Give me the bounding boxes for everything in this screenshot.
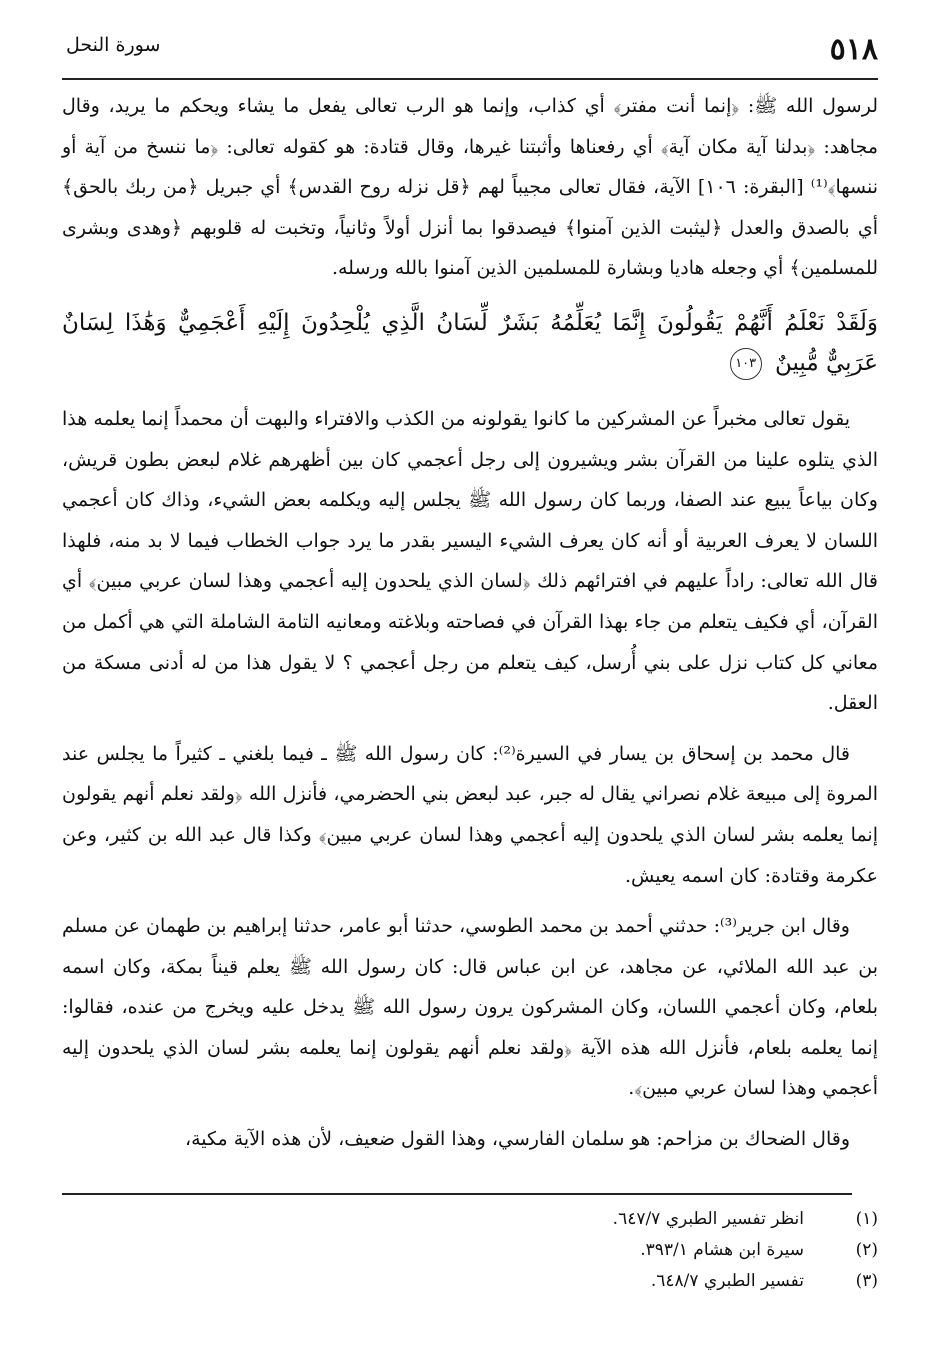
verse-number-ornament: ١٠٣ [730, 348, 762, 380]
footnote-number: (١) [855, 1209, 878, 1229]
footnote-divider [62, 1193, 852, 1195]
footnote-item [62, 1204, 878, 1235]
verse-text: وَلَقَدْ نَعْلَمُ أَنَّهُمْ يَقُولُونَ إِنَّمَا يُعَلِّمُهُ بَشَرٌ لِّسَانُ الَّذِي يُلْحِدُونَ إِلَيْهِ أَعْجَمِيٌّ وَهَٰذَا لِسَانٌ عَرَبِيٌّ مُّبِينٌ [62, 309, 878, 376]
paragraph-1: لرسول الله ﷺ: ﴿إنما أنت مفتر﴾ أي كذاب، وإنما هو الرب تعالى يفعل ما يشاء ويحكم ما يريد، وقال مجاهد: ﴿بدلنا آية مكان آية﴾ أي رفعناها وأثبتنا غيرها، وقال قتادة: هو كقوله تعالى: ﴿ما ننسخ من آية أو ننسها﴾⁽¹⁾ [البقرة: ١٠٦] الآية، فقال تعالى مجيباً لهم ﴿قل نزله روح القدس﴾ أي جبريل ﴿من ربك بالحق﴾ أي بالصدق والعدل ﴿ليثبت الذين آمنوا﴾ فيصدقوا بما أنزل أولاً وثانياً، وتخبت له قلوبهم ﴿وهدى وبشرى للمسلمين﴾ أي وجعله هاديا وبشارة للمسلمين الذين آمنوا بالله ورسله. [62, 95, 878, 280]
footnote-item [62, 1266, 878, 1297]
quran-verse [62, 303, 878, 383]
footnote-item [62, 1235, 878, 1266]
footnote-number: (٢) [855, 1240, 878, 1260]
page-header [62, 28, 878, 80]
footnotes [62, 1204, 878, 1297]
footnote-number: (٣) [855, 1271, 878, 1291]
paragraph-4: وقال ابن جرير⁽³⁾: حدثني أحمد بن محمد الطوسي، حدثنا أبو عامر، حدثنا إبراهيم بن طهمان عن مسلم بن عبد الله الملائي، عن مجاهد، عن ابن عباس قال: كان رسول الله ﷺ يعلم قيناً بمكة، وكان اسمه بلعام، وكان أعجمي اللسان، وكان المشركون يرون رسول الله ﷺ يدخل عليه ويخرج من عنده، فقالوا: إنما يعلمه بلعام، فأنزل الله هذه الآية ﴿ولقد نعلم أنهم يقولون إنما يعلمه بشر لسان الذي يلحدون إليه أعجمي وهذا لسان عربي مبين﴾. [62, 915, 878, 1100]
surah-title: سورة النحل [66, 34, 161, 56]
page-body [62, 86, 878, 1160]
paragraph-3: قال محمد بن إسحاق بن يسار في السيرة⁽²⁾: كان رسول الله ﷺ ـ فيما بلغني ـ كثيراً ما يجلس عند المروة إلى مبيعة غلام نصراني يقال له جبر، عبد لبعض بني الحضرمي، فأنزل الله ﴿ولقد نعلم أنهم يقولون إنما يعلمه بشر لسان الذي يلحدون إليه أعجمي وهذا لسان عربي مبين﴾ وكذا قال عبد الله بن كثير، وعن عكرمة وقتادة: كان اسمه يعيش. [62, 742, 878, 887]
paragraph-5: وقال الضحاك بن مزاحم: هو سلمان الفارسي، وهذا القول ضعيف، لأن هذه الآية مكية، [184, 1128, 850, 1151]
footnote-text: انظر تفسير الطبري ٦٤٧/٧. [612, 1209, 804, 1229]
paragraph-2: يقول تعالى مخبراً عن المشركين ما كانوا يقولونه من الكذب والافتراء والبهت أن محمداً إنما يعلمه هذا الذي يتلوه علينا من القرآن بشر ويشيرون إلى رجل أعجمي كان بين أظهرهم غلام لبعض بطون قريش، وكان بياعاً يبيع عند الصفا، وربما كان رسول الله ﷺ يجلس إليه ويكلمه بعض الشيء، وذاك كان أعجمي اللسان لا يعرف العربية أو أنه كان يعرف الشيء اليسير بقدر ما يرد جواب الخطاب فيما لا بد منه، فلهذا قال الله تعالى: راداً عليهم في افترائهم ذلك ﴿لسان الذي يلحدون إليه أعجمي وهذا لسان عربي مبين﴾ أي القرآن، أي فكيف يتعلم من جاء بهذا القرآن في فصاحته وبلاغته ومعانيه التامة الشاملة التي هي أكمل من معاني كل كتاب نزل على بني أُرسل، كيف يتعلم من رجل أعجمي ؟ لا يقول هذا من له أدنى مسكة من العقل. [62, 407, 878, 715]
footnote-text: تفسير الطبري ٦٤٨/٧. [650, 1271, 804, 1291]
page-number: ٥١٨ [829, 32, 878, 67]
footnote-text: سيرة ابن هشام ٣٩٣/١. [640, 1240, 804, 1260]
